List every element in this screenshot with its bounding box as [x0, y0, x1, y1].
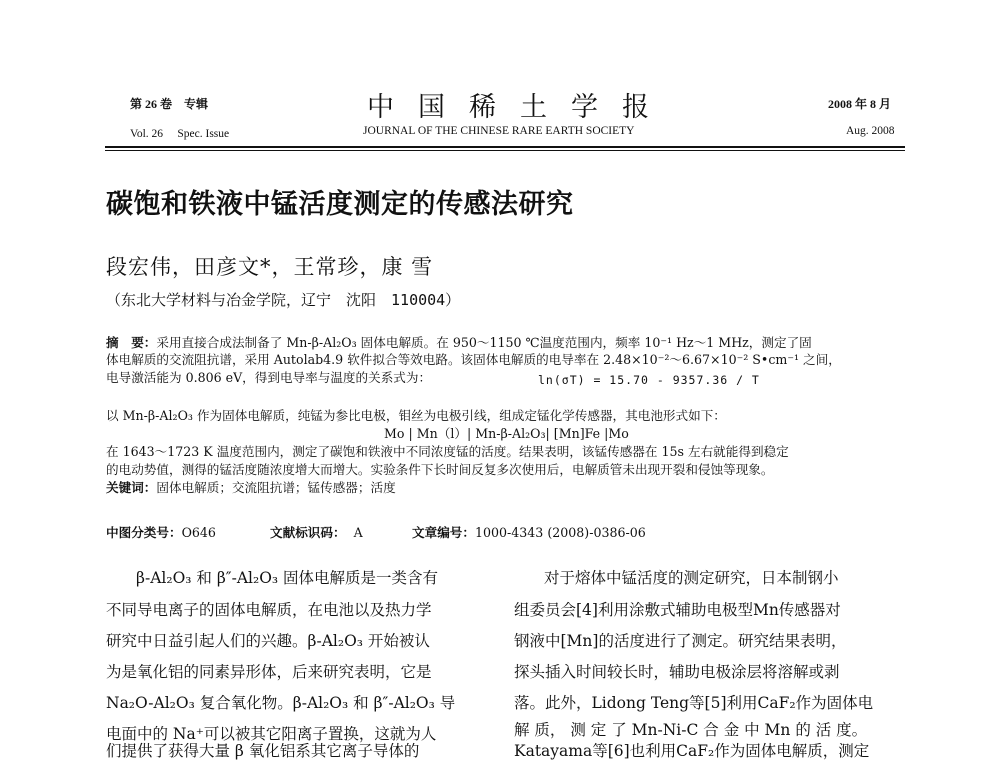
- cell-notation: Mo | Mn（l）| Mn-β-Al₂O₃| [Mn]Fe |Mo: [384, 426, 629, 441]
- body-right-line-4: 探头插入时间较长时，辅助电极涂层将溶解或剥: [514, 663, 840, 681]
- body-left-line-7: 们提供了获得大量 β 氧化铝系其它离子导体的: [106, 742, 420, 760]
- authors: 段宏伟，田彦文*，王常珍，康 雪: [106, 255, 434, 279]
- paper-title: 碳饱和铁液中锰活度测定的传感法研究: [106, 189, 574, 220]
- clc-label: 中图分类号：: [106, 525, 182, 540]
- abstract-label: 摘 要：: [106, 335, 157, 350]
- article-number-line: [412, 522, 646, 541]
- body-right-line-1: 对于熔体中锰活度的测定研究，日本制钢小: [544, 569, 839, 587]
- volume-issue-en: Vol. 26 Spec. Issue: [130, 128, 230, 140]
- body-left-line-6: 电面中的 Na⁺可以被其它阳离子置换，这就为人: [106, 725, 437, 743]
- header-rule-thick: [105, 146, 905, 148]
- body-right-line-7: Katayama等[6]也利用CaF₂作为固体电解质，测定: [514, 742, 870, 760]
- body-left-line-4: 为是氧化铝的同素异形体，后来研究表明，它是: [106, 663, 432, 681]
- header-rule-thin: [105, 150, 905, 151]
- clc-value: O646: [181, 525, 216, 540]
- abstract-line-5: 在 1643～1723 K 温度范围内，测定了碳饱和铁液中不同浓度锰的活度。结果表明，该锰传感器在 15s 左右就能得到稳定: [106, 444, 789, 459]
- abstract-line-6: 的电动势值，测得的锰活度随浓度增大而增大。实验条件下长时间反复多次使用后，电解质管未出现开裂和侵蚀等现象。: [106, 462, 774, 477]
- abstract-line-3: 电导激活能为 0.806 eV，得到电导率与温度的关系式为：: [106, 370, 432, 385]
- affiliation: （东北大学材料与冶金学院，辽宁 沈阳 110004）: [106, 291, 461, 309]
- journal-title-en: JOURNAL OF THE CHINESE RARE EARTH SOCIETY: [363, 125, 635, 137]
- abstract-text-1: 采用直接合成法制备了 Mn-β-Al₂O₃ 固体电解质。在 950～1150 ℃温度范围内，频率 10⁻¹ Hz～1 MHz，测定了固: [156, 335, 812, 350]
- abstract-line-4: 以 Mn-β-Al₂O₃ 作为固体电解质，纯锰为参比电极，钼丝为电极引线，组成定锰化学传感器，其电池形式如下：: [106, 408, 726, 423]
- date-en: Aug. 2008: [846, 125, 895, 137]
- keywords-text: 固体电解质；交流阻抗谱；锰传感器；活度: [156, 480, 396, 495]
- body-right-line-5: 落。此外，Lidong Teng等[5]利用CaF₂作为固体电: [514, 694, 874, 712]
- body-left-line-1: β-Al₂O₃ 和 β″-Al₂O₃ 固体电解质是一类含有: [136, 569, 439, 587]
- body-right-line-2: 组委员会[4]利用涂敷式辅助电极型Mn传感器对: [514, 601, 841, 619]
- body-left-line-3: 研究中日益引起人们的兴趣。β-Al₂O₃ 开始被认: [106, 632, 430, 650]
- doc-code-label: 文献标识码：: [270, 525, 346, 540]
- journal-title-cn: 中国稀土学报: [367, 92, 673, 123]
- doc-code-line: [270, 522, 363, 541]
- article-number-label: 文章编号：: [412, 525, 475, 540]
- article-number-value: 1000-4343 (2008)-0386-06: [474, 525, 646, 540]
- body-left-line-2: 不同导电离子的固体电解质，在电池以及热力学: [106, 601, 432, 619]
- keywords-label: 关键词：: [106, 480, 157, 495]
- body-left-line-5: Na₂O-Al₂O₃ 复合氧化物。β-Al₂O₃ 和 β″-Al₂O₃ 导: [106, 694, 456, 712]
- keywords-line: [106, 477, 396, 496]
- body-right-line-3: 钢液中[Mn]的活度进行了测定。研究结果表明，: [514, 632, 847, 650]
- doc-code-value: A: [353, 525, 363, 540]
- abstract-line-2: 体电解质的交流阻抗谱，采用 Autolab4.9 软件拟合等效电路。该固体电解质的电导率在 2.48×10⁻²～6.67×10⁻² S•cm⁻¹ 之间，: [106, 352, 841, 367]
- classification-line: [106, 522, 216, 541]
- conductivity-equation: ln(σT) = 15.70 - 9357.36 / T: [538, 373, 760, 387]
- body-right-line-6: 解 质， 测 定 了 Mn-Ni-C 合 金 中 Mn 的 活 度。: [514, 721, 868, 739]
- volume-issue-cn: 第 26 卷 专辑: [130, 97, 209, 111]
- date-cn: 2008 年 8 月: [828, 97, 892, 111]
